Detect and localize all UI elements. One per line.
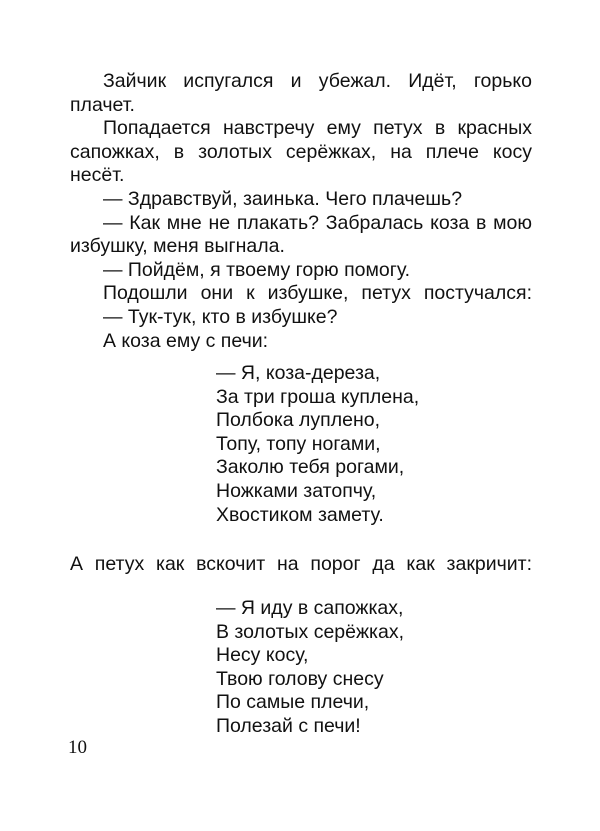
verse-goat	[216, 362, 419, 527]
paragraph: — Как мне не плакать? Забралась коза в мою избушку, меня выгнала.	[70, 211, 532, 258]
verse-line: По самые плечи,	[216, 691, 370, 714]
page-number: 10	[68, 737, 87, 758]
verse-line: За три гроша куплена,	[216, 385, 420, 408]
verse-line: Топу, топу ногами,	[216, 432, 381, 455]
verse-line: Несу косу,	[216, 644, 309, 667]
verse-line: Хвостиком замету.	[216, 503, 384, 526]
verse-line: В золотых серёжках,	[216, 620, 404, 643]
verse-line: Полезай с печи!	[216, 714, 361, 737]
verse-line: Полбока луплено,	[216, 409, 380, 432]
verse-line: Заколю тебя рогами,	[216, 456, 405, 479]
paragraph: — Здравствуй, заинька. Чего плачешь?	[103, 187, 463, 210]
paragraph: Попадается навстречу ему петух в красных сапожках, в золотых серёжках, на плече косу несёт.	[70, 117, 532, 187]
verse-rooster	[216, 597, 404, 739]
prose-block	[70, 70, 532, 353]
paragraph: — Тук-тук, кто в избушке?	[103, 305, 338, 328]
paragraph: Зайчик испугался и убежал. Идёт, горько плачет.	[70, 70, 532, 116]
paragraph: А коза ему с печи:	[103, 329, 269, 352]
verse-line: Твою голову снесу	[216, 667, 384, 690]
verse-line: — Я иду в сапожках,	[216, 597, 404, 619]
middle-line: А петух как вскочит на порог да как закричит:	[70, 553, 532, 575]
verse-line: Ножками затопчу,	[216, 479, 377, 502]
paragraph: Подошли они к избушке, петух постучался:	[103, 282, 532, 305]
paragraph: — Пойдём, я твоему горю помогу.	[103, 258, 411, 281]
verse-line: — Я, коза-дереза,	[216, 362, 381, 384]
